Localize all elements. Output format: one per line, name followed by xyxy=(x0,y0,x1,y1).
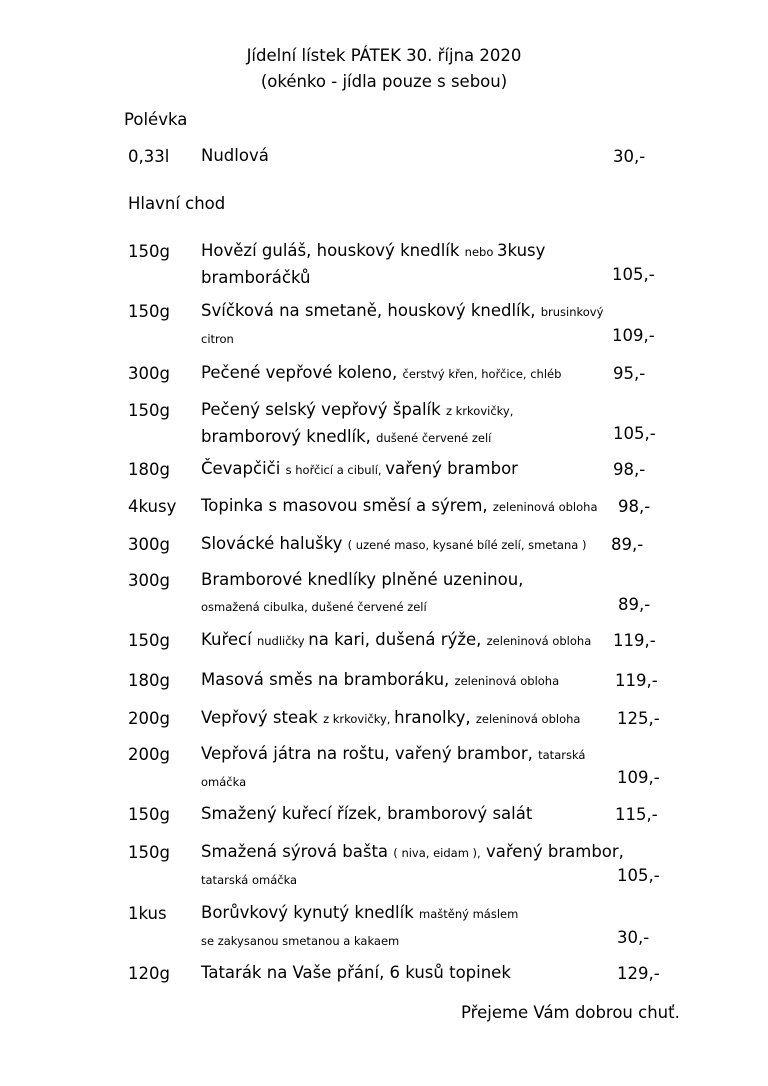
item-price: 105,- xyxy=(613,424,656,443)
item-qty: 300g xyxy=(128,535,170,554)
item-price: 89,- xyxy=(618,595,651,614)
item-price: 30,- xyxy=(617,928,650,947)
item-qty: 300g xyxy=(128,571,170,590)
item-price: 119,- xyxy=(613,631,656,650)
item-qty: 150g xyxy=(128,401,170,420)
section-main-heading: Hlavní chod xyxy=(128,194,226,213)
item-name: Vepřová játra na roštu, vařený brambor, tatarská omáčka xyxy=(201,744,586,789)
item-qty: 150g xyxy=(128,843,170,862)
item-qty: 150g xyxy=(128,631,170,650)
item-qty: 200g xyxy=(128,745,170,764)
closing-wish: Přejeme Vám dobrou chuť. xyxy=(461,1003,680,1022)
item-name: Slovácké halušky ( uzené maso, kysané bílé zelí, smetana ) xyxy=(201,534,587,553)
item-qty: 150g xyxy=(128,805,170,824)
menu-subtitle: (okénko - jídla pouze s sebou) xyxy=(260,72,508,91)
item-name: Vepřový steak z krkovičky, hranolky, zeleninová obloha xyxy=(201,708,581,727)
soup-qty: 0,33l xyxy=(128,147,170,166)
item-qty: 200g xyxy=(128,709,170,728)
item-name: Masová směs na bramboráku, zeleninová obloha xyxy=(201,670,560,689)
item-price: 105,- xyxy=(617,866,660,885)
menu-title: Jídelní lístek PÁTEK 30. října 2020 xyxy=(246,46,522,65)
item-name: Smažený kuřecí řízek, bramborový salát xyxy=(201,804,533,823)
item-price: 98,- xyxy=(613,460,646,479)
item-name: Čevapčiči s hořčicí a cibulí, vařený brambor xyxy=(201,459,518,478)
item-qty: 120g xyxy=(128,964,170,983)
item-price: 109,- xyxy=(617,768,660,787)
item-price: 125,- xyxy=(617,709,660,728)
item-name: Bramborové knedlíky plněné uzeninou, osmažená cibulka, dušené červené zelí xyxy=(201,570,524,614)
item-qty: 300g xyxy=(128,364,170,383)
item-qty: 180g xyxy=(128,460,170,479)
item-price: 115,- xyxy=(615,805,658,824)
item-qty: 150g xyxy=(128,242,170,261)
item-name: Smažená sýrová bašta ( niva, eidam ), vařený brambor, tatarská omáčka xyxy=(201,842,624,887)
item-name: Svíčková na smetaně, houskový knedlík, brusinkový citron xyxy=(201,301,604,346)
item-qty: 4kusy xyxy=(128,497,177,516)
item-name: Hovězí guláš, houskový knedlík nebo 3kusy bramboráčků xyxy=(201,241,546,287)
section-soup-heading: Polévka xyxy=(124,110,188,129)
soup-name: Nudlová xyxy=(201,146,269,165)
item-name: Pečené vepřové koleno, čerstvý křen, hořčice, chléb xyxy=(201,363,562,382)
item-qty: 1kus xyxy=(128,904,167,923)
soup-price: 30,- xyxy=(613,147,646,166)
item-price: 89,- xyxy=(611,535,644,554)
item-price: 105,- xyxy=(612,265,655,284)
item-price: 98,- xyxy=(618,497,651,516)
item-price: 109,- xyxy=(612,326,655,345)
item-price: 129,- xyxy=(617,964,660,983)
item-price: 95,- xyxy=(613,364,646,383)
item-name: Tatarák na Vaše přání, 6 kusů topinek xyxy=(201,963,511,982)
item-name: Topinka s masovou směsí a sýrem, zeleninová obloha xyxy=(201,496,598,515)
item-name: Borůvkový kynutý knedlík maštěný máslem se zakysanou smetanou a kakaem xyxy=(201,903,519,948)
item-price: 119,- xyxy=(615,671,658,690)
item-qty: 150g xyxy=(128,302,170,321)
item-qty: 180g xyxy=(128,671,170,690)
item-name: Pečený selský vepřový špalík z krkovičky, bramborový knedlík, dušené červené zelí xyxy=(201,400,514,446)
item-name: Kuřecí nudličky na kari, dušená rýže, zeleninová obloha xyxy=(201,630,592,649)
